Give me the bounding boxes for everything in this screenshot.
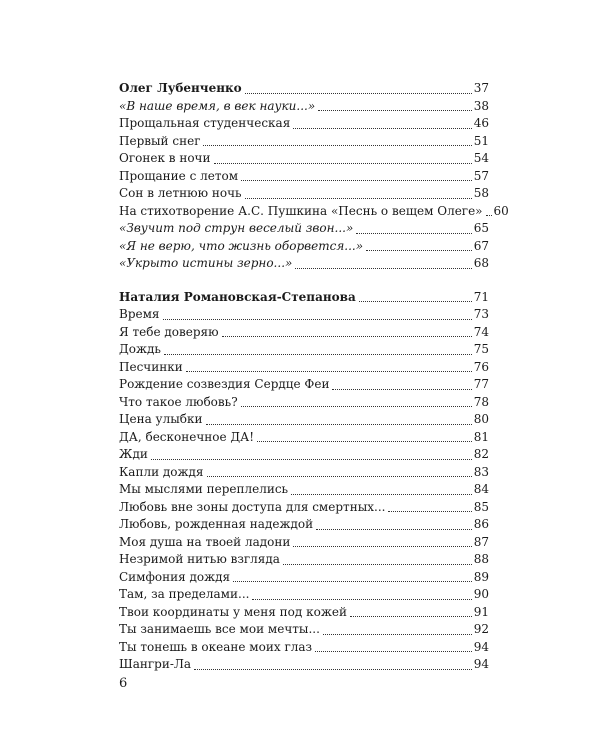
- entry-page: 78: [473, 394, 489, 409]
- toc-entry: [119, 411, 489, 429]
- toc-entry: [119, 569, 489, 587]
- entry-page: 88: [473, 552, 489, 566]
- dot-leader: [194, 669, 472, 670]
- dot-leader: [164, 354, 472, 355]
- entry-page: 80: [473, 412, 489, 426]
- dot-leader: [222, 336, 472, 337]
- entry-title: «Я не верю, что жизнь оборвется...»: [119, 238, 364, 253]
- toc-entry: [119, 238, 489, 256]
- toc-entry: [119, 376, 489, 394]
- entry-page: 83: [473, 464, 489, 479]
- dot-leader: [350, 616, 472, 617]
- entry-page: 65: [473, 221, 489, 235]
- entry-title: «Укрыто истины зерно...»: [119, 256, 293, 270]
- entry-title: Сон в летнюю ночь: [119, 186, 242, 200]
- entry-title: Время: [119, 307, 160, 321]
- toc-entry: [119, 621, 489, 639]
- entry-page: 57: [473, 168, 489, 183]
- dot-leader: [245, 198, 472, 199]
- dot-leader: [207, 476, 472, 477]
- entry-title: Капли дождя: [119, 464, 204, 479]
- dot-leader: [366, 250, 472, 251]
- entry-page: 81: [473, 429, 489, 444]
- toc-entry: [119, 481, 489, 499]
- entry-page: 89: [473, 569, 489, 584]
- toc-entry: [119, 656, 489, 674]
- entry-page: 90: [473, 587, 489, 601]
- dot-leader: [241, 406, 472, 407]
- toc-entry: [119, 359, 489, 377]
- table-of-contents: [119, 80, 509, 674]
- entry-page: 91: [473, 604, 489, 619]
- entry-page: 71: [473, 289, 489, 304]
- entry-title: ДА, бесконечное ДА!: [119, 429, 255, 444]
- dot-leader: [163, 319, 472, 320]
- author-heading: [119, 80, 489, 98]
- entry-page: 86: [473, 517, 489, 531]
- entry-page: 37: [473, 81, 489, 95]
- toc-entry: [119, 446, 489, 464]
- entry-title: Ты занимаешь все мои мечты...: [119, 622, 320, 636]
- toc-entry: [119, 150, 489, 168]
- entry-page: 68: [473, 256, 489, 270]
- dot-leader: [186, 371, 472, 372]
- entry-title: Жди: [119, 447, 148, 461]
- entry-title: Песчинки: [119, 359, 183, 374]
- entry-title: Любовь вне зоны доступа для смертных...: [119, 499, 386, 514]
- toc-entry: [119, 464, 489, 482]
- entry-title: Я тебе доверяю: [119, 324, 219, 339]
- entry-title: Ты тонешь в океане моих глаз: [119, 639, 313, 654]
- entry-page: 51: [473, 133, 489, 148]
- dot-leader: [323, 634, 472, 635]
- toc-entry: [119, 306, 489, 324]
- entry-title: Дождь: [119, 342, 161, 356]
- dot-leader: [252, 599, 471, 600]
- toc-entry: [119, 551, 489, 569]
- dot-leader: [245, 93, 472, 94]
- toc-section: [119, 80, 509, 273]
- dot-leader: [233, 581, 472, 582]
- entry-page: 58: [473, 186, 489, 200]
- dot-leader: [332, 389, 471, 390]
- dot-leader: [316, 529, 472, 530]
- dot-leader: [315, 651, 472, 652]
- toc-entry: [119, 220, 489, 238]
- toc-entry: [119, 324, 489, 342]
- entry-page: 67: [473, 238, 489, 253]
- entry-page: 94: [473, 639, 489, 654]
- toc-entry: [119, 604, 489, 622]
- entry-page: 46: [473, 116, 489, 130]
- dot-leader: [293, 128, 471, 129]
- entry-page: 76: [473, 359, 489, 374]
- entry-page: 60: [493, 203, 509, 218]
- dot-leader: [257, 441, 472, 442]
- entry-page: 82: [473, 447, 489, 461]
- dot-leader: [206, 424, 472, 425]
- entry-title: Что такое любовь?: [119, 394, 238, 409]
- entry-title: Моя душа на твоей ладони: [119, 534, 291, 549]
- dot-leader: [214, 163, 472, 164]
- dot-leader: [295, 268, 471, 269]
- toc-entry: [119, 341, 489, 359]
- entry-page: 85: [473, 499, 489, 514]
- dot-leader: [241, 180, 472, 181]
- entry-page: 54: [473, 151, 489, 165]
- dot-leader: [151, 459, 472, 460]
- entry-page: 75: [473, 342, 489, 356]
- dot-leader: [356, 233, 471, 234]
- entry-title: Прощальная студенческая: [119, 116, 291, 130]
- page-number: 6: [119, 676, 128, 691]
- toc-entry: [119, 98, 489, 116]
- toc-entry: [119, 394, 489, 412]
- toc-entry: [119, 534, 489, 552]
- entry-title: Огонек в ночи: [119, 151, 211, 165]
- toc-entry: [119, 639, 489, 657]
- entry-title: Незримой нитью взгляда: [119, 552, 280, 566]
- entry-title: Симфония дождя: [119, 569, 231, 584]
- entry-title: Наталия Романовская-Степанова: [119, 289, 356, 304]
- dot-leader: [283, 564, 472, 565]
- entry-title: Там, за пределами...: [119, 587, 250, 601]
- entry-title: Шангри-Ла: [119, 657, 192, 671]
- toc-entry: [119, 586, 489, 604]
- dot-leader: [293, 546, 471, 547]
- entry-page: 84: [473, 482, 489, 496]
- entry-title: Олег Лубенченко: [119, 81, 242, 95]
- entry-title: На стихотворение А.С. Пушкина «Песнь о вещем Олеге»: [119, 203, 483, 218]
- toc-entry: [119, 255, 489, 273]
- toc-entry: [119, 499, 489, 517]
- entry-page: 92: [473, 622, 489, 636]
- dot-leader: [388, 511, 471, 512]
- entry-page: 87: [473, 534, 489, 549]
- entry-title: «Звучит под струн веселый звон...»: [119, 221, 354, 235]
- toc-entry: [119, 115, 489, 133]
- dot-leader: [318, 110, 472, 111]
- toc-section: [119, 289, 489, 674]
- entry-title: Рождение созвездия Сердце Феи: [119, 377, 330, 391]
- entry-title: Прощание с летом: [119, 168, 239, 183]
- entry-page: 73: [473, 307, 489, 321]
- toc-entry: [119, 133, 489, 151]
- dot-leader: [291, 494, 472, 495]
- dot-leader: [203, 145, 471, 146]
- entry-page: 77: [473, 377, 489, 391]
- entry-title: Первый снег: [119, 133, 201, 148]
- entry-page: 74: [473, 324, 489, 339]
- entry-title: «В наше время, в век науки...»: [119, 98, 316, 113]
- entry-page: 38: [473, 98, 489, 113]
- toc-entry: [119, 429, 489, 447]
- author-heading: [119, 289, 489, 307]
- toc-entry: [119, 203, 509, 221]
- toc-entry: [119, 185, 489, 203]
- entry-title: Любовь, рожденная надеждой: [119, 517, 314, 531]
- toc-entry: [119, 516, 489, 534]
- entry-page: 94: [473, 657, 489, 671]
- entry-title: Твои координаты у меня под кожей: [119, 604, 347, 619]
- dot-leader: [359, 301, 472, 302]
- toc-entry: [119, 168, 489, 186]
- entry-title: Мы мыслями переплелись: [119, 482, 289, 496]
- entry-title: Цена улыбки: [119, 412, 203, 426]
